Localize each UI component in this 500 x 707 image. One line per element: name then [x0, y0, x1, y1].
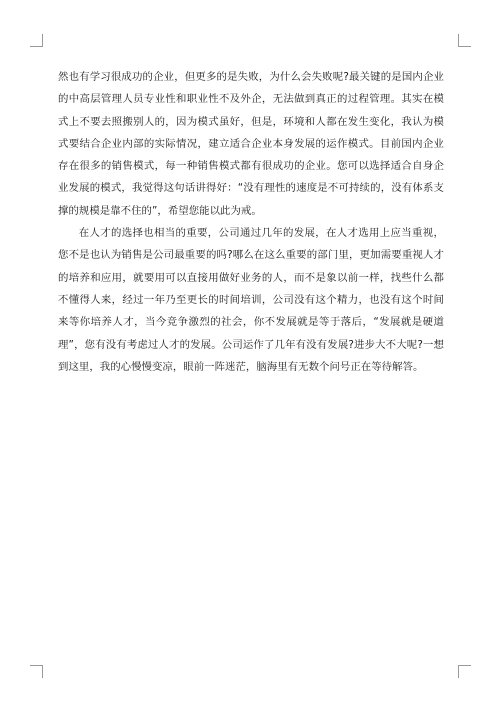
- crop-mark-top-left: [30, 34, 43, 47]
- paragraph-1: 然也有学习很成功的企业，但更多的是失败，为什么会失败呢?最关键的是国内企业的中高层管理人员专业性和职业性不及外企，无法做到真正的过程管理。其实在模式上不要去照搬别人的，因为模式虽好，但是，环境和人都在发生变化，我认为模式要结合企业内部的实际情况，建立适合企业本身发展的运作模式。目前国内企业存在很多的销售模式，每一种销售模式都有很成功的企业。您可以选择适合自身企业发展的模式，我觉得这句话讲得好：“没有理性的速度是不可持续的，没有体系支撑的规模是靠不住的”，希望您能以此为戒。: [58, 71, 444, 217]
- paragraph-2: 在人才的选择也相当的重要，公司通过几年的发展，在人才选用上应当重视，您不是也认为销售是公司最重要的吗?哪么在这么重要的部门里，更加需要重视人才的培养和应用，就要用可以直接用做好业务的人，而不是象以前一样，找些什么都不懂得人来，经过一年乃至更长的时间培训，公司没有这个精力，也没有这个时间来等你培养人才，当今竞争激烈的社会，你不发展就是等于落后，“发展就是硬道理”，您有没有考虑过人才的发展。公司运作了几年有没有发展?进步大不大呢?一想到这里，我的心慢慢变凉，眼前一阵迷茫，脑海里有无数个问号正在等待解答。: [58, 227, 444, 373]
- crop-mark-top-right: [458, 34, 471, 47]
- document-body: [58, 66, 444, 378]
- crop-mark-bottom-right: [458, 665, 471, 678]
- crop-mark-bottom-left: [30, 665, 43, 678]
